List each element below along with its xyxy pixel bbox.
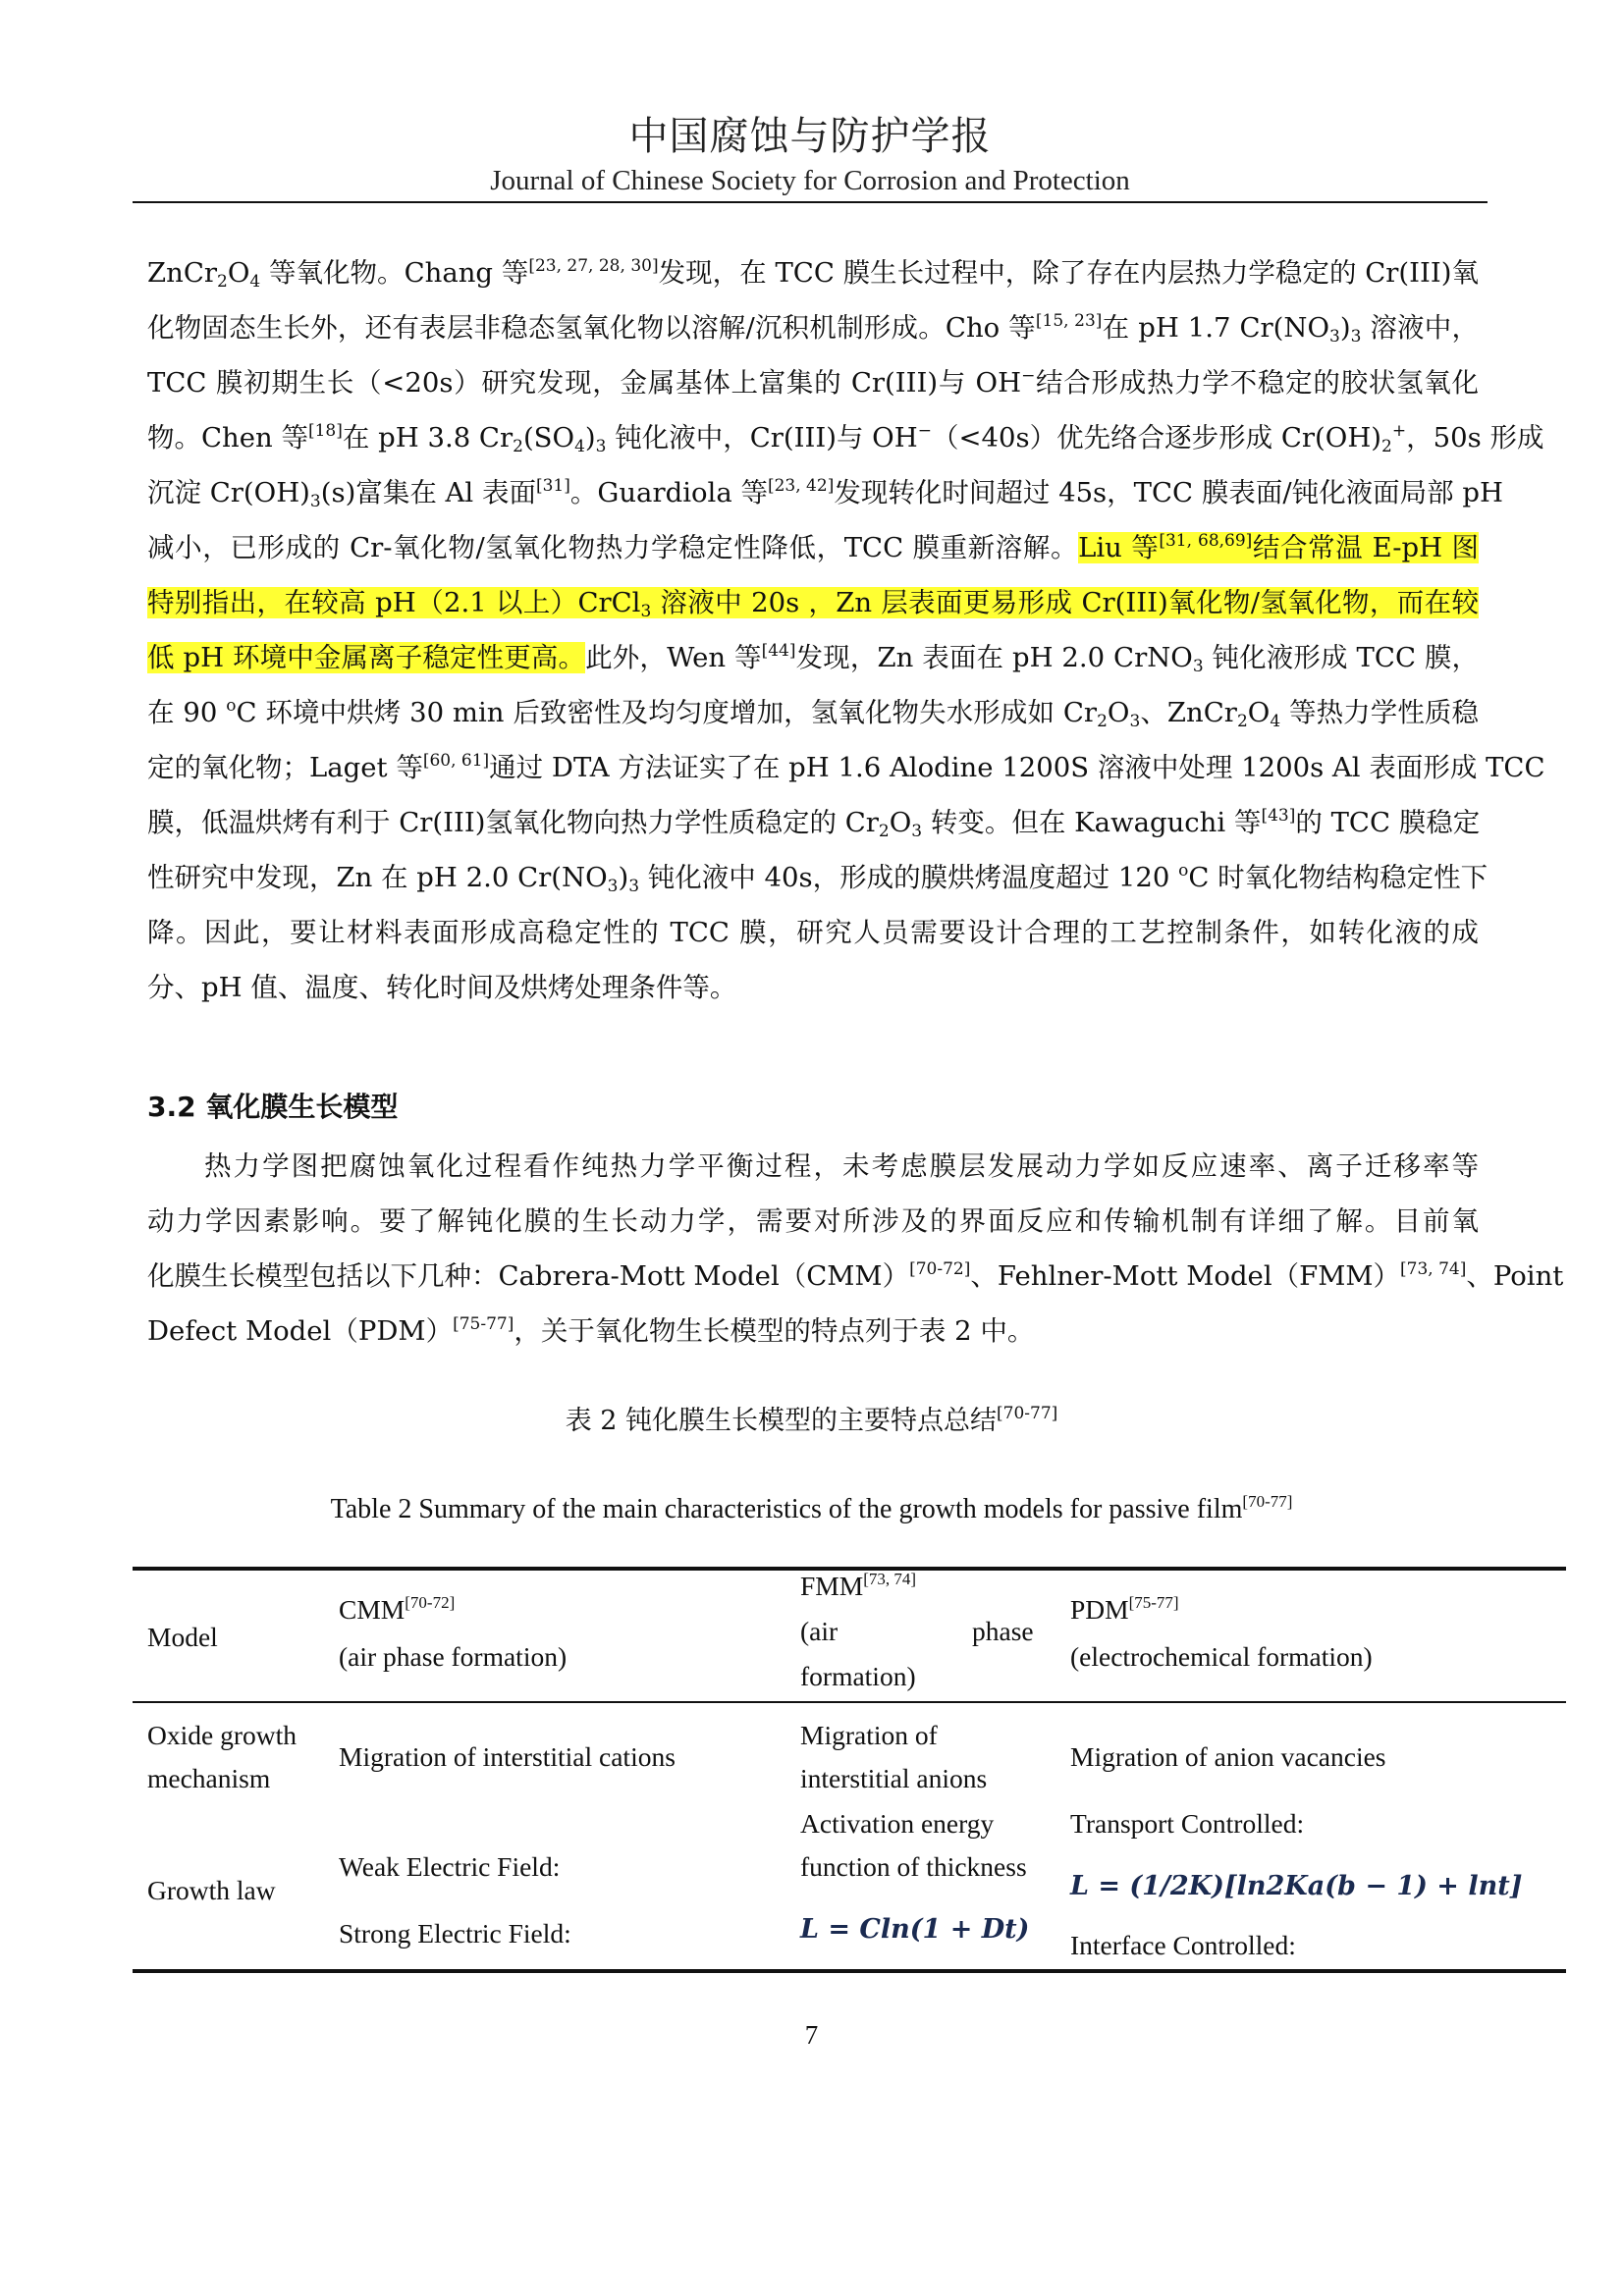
citation: [70-77] xyxy=(1242,1492,1293,1511)
highlighted-text: 特别指出，在较高 pH（2.1 以上）CrCl$_3$ 溶液中 20s ，Zn 层表面更易形成 Cr(III)氧化物/氢氧化物，而在较 xyxy=(147,587,1479,621)
table-row-label: mechanism xyxy=(147,1763,271,1793)
table-header-fmm-sub: (air xyxy=(800,1616,839,1646)
section-heading: 3.2 氧化膜生长模型 xyxy=(147,1091,399,1123)
formula-pdm: L = (1/2K)[ln2Ka(b − 1) + lnt] xyxy=(1070,1871,1523,1901)
text-line: $ZnCr_2O_4$ 等氧化物。Chang 等[23, 27, 28, 30]发现，在 TCC 膜生长过程中，除了存在内层热力学稳定的 Cr(III)氧 xyxy=(147,256,1479,292)
text-line: 定的氧化物；Laget 等[60, 61]通过 DTA 方法证实了在 pH 1.6 Alodine 1200S 溶液中处理 1200s Al 表面形成 TCC xyxy=(147,751,1545,783)
citation: [31, 68,69] xyxy=(1159,531,1253,551)
paragraph-2 xyxy=(147,1139,1564,1359)
citation: [23, 42] xyxy=(767,476,835,496)
paragraph-1 xyxy=(147,245,1545,1015)
citation: [75-77] xyxy=(453,1314,514,1334)
text-line: TCC 膜初期生长（<20s）研究发现，金属基体上富集的 Cr(III)与 OH−结合形成热力学不稳定的胶状氢氧化 xyxy=(147,366,1480,399)
table-header-cmm: CMM[70-72] xyxy=(339,1593,456,1625)
citation: [75-77] xyxy=(1128,1593,1179,1612)
text-line: 减小，已形成的 Cr-氧化物/氢氧化物热力学稳定性降低，TCC 膜重新溶解。Liu 等[31, 68,69]结合常温 E-pH 图 xyxy=(147,531,1479,563)
citation: [70-72] xyxy=(909,1259,971,1279)
text-line: 降。因此，要让材料表面形成高稳定性的 TCC 膜，研究人员需要设计合理的工艺控制条件，如转化液的成 xyxy=(147,917,1479,948)
text-line: 物。Chen 等[18]在 pH 3.8 $Cr_2(SO_4)_3$ 钝化液中，Cr(III)与 OH−（<40s）优先络合逐步形成 $Cr(OH)_2^+$，50s 形成 xyxy=(147,421,1544,456)
journal-title-en: Journal of Chinese Society for Corrosion and Protection xyxy=(490,165,1130,196)
text-line: 化物固态生长外，还有表层非稳态氢氧化物以溶解/沉积机制形成。Cho 等[15, 23]在 pH 1.7 $Cr(NO_3)_3$ 溶液中， xyxy=(147,311,1479,347)
citation: [70-72] xyxy=(405,1593,456,1612)
table-cell: Interface Controlled: xyxy=(1070,1930,1296,1960)
text-line: 分、pH 值、温度、转化时间及烘烤处理条件等。 xyxy=(147,972,737,1003)
table-cell: Transport Controlled: xyxy=(1070,1808,1305,1839)
page-number: 7 xyxy=(804,2020,819,2050)
table-row-label: Growth law xyxy=(147,1875,276,1905)
text-line: 低 pH 环境中金属离子稳定性更高。此外，Wen 等[44]发现，Zn 表面在 pH 2.0 CrNO$_3$ 钝化液形成 TCC 膜， xyxy=(147,641,1479,676)
table-header-cmm-sub: (air phase formation) xyxy=(339,1641,568,1672)
text-line: 动力学因素影响。要了解钝化膜的生长动力学，需要对所涉及的界面反应和传输机制有详细了解。目前氧 xyxy=(147,1205,1479,1237)
table-header-rule xyxy=(133,1701,1566,1703)
citation: [15, 23] xyxy=(1035,311,1103,331)
table-header-fmm: FMM[73, 74] xyxy=(800,1570,917,1601)
table-caption-cn: 表 2 钝化膜生长模型的主要特点总结[70-77] xyxy=(565,1404,1058,1436)
table-bottom-rule xyxy=(133,1969,1566,1973)
table-cell: interstitial anions xyxy=(800,1763,988,1793)
formula-fmm: L = Cln(1 + Dt) xyxy=(800,1914,1030,1945)
highlighted-text: Liu 等[31, 68,69]结合常温 E-pH 图 xyxy=(1078,531,1479,563)
text-line xyxy=(147,575,1479,630)
citation: [44] xyxy=(761,641,796,661)
table-cell: Migration of xyxy=(800,1720,938,1750)
citation: [23, 27, 28, 30] xyxy=(528,256,659,276)
journal-header xyxy=(133,110,1488,198)
highlighted-text: 低 pH 环境中金属离子稳定性更高。 xyxy=(147,642,586,673)
table-cell: Migration of interstitial cations xyxy=(339,1741,676,1772)
text-line: 性研究中发现，Zn 在 pH 2.0 $Cr(NO_3)_3$ 钝化液中 40s，形成的膜烘烤温度超过 120 $^o$C 时氧化物结构稳定性下 xyxy=(147,861,1488,896)
table-cell: Weak Electric Field: xyxy=(339,1851,561,1882)
text-line: 化膜生长模型包括以下几种：Cabrera-Mott Model（CMM）[70-72]、Fehlner-Mott Model（FMM）[73, 74]、Point xyxy=(147,1259,1564,1292)
citation: [73, 74] xyxy=(1400,1259,1467,1279)
table-header-model: Model xyxy=(147,1622,218,1652)
table-cell: function of thickness xyxy=(800,1851,1027,1882)
citation: [31] xyxy=(535,476,570,496)
citation: [60, 61] xyxy=(422,751,490,771)
table-caption-en: Table 2 Summary of the main characteristics of the growth models for passive film[70-77] xyxy=(330,1492,1293,1524)
table-header-pdm-sub: (electrochemical formation) xyxy=(1070,1641,1373,1672)
text-line: 热力学图把腐蚀氧化过程看作纯热力学平衡过程，未考虑膜层发展动力学如反应速率、离子迁移率等 xyxy=(204,1150,1479,1182)
table-header-fmm-sub: formation) xyxy=(800,1661,916,1691)
table-header-pdm: PDM[75-77] xyxy=(1070,1593,1179,1625)
table-cell: Activation energy xyxy=(800,1808,995,1839)
text-line: Defect Model（PDM）[75-77]，关于氧化物生长模型的特点列于表 2 中。 xyxy=(147,1314,1035,1347)
citation: [18] xyxy=(307,421,343,441)
citation: [70-77] xyxy=(997,1404,1058,1423)
text-line: 在 90 $^o$C 环境中烘烤 30 min 后致密性及均匀度增加，氢氧化物失水形成如 $Cr_2O_3$、$ZnCr_2O_4$ 等热力学性质稳 xyxy=(147,696,1479,731)
citation: [43] xyxy=(1261,806,1296,826)
journal-title-cn: 中国腐蚀与防护学报 xyxy=(628,114,992,159)
text-line: 膜，低温烘烤有利于 Cr(III)氢氧化物向热力学性质稳定的 $Cr_2O_3$ 转变。但在 Kawaguchi 等[43]的 TCC 膜稳定 xyxy=(147,806,1481,841)
table-header-fmm-sub: phase xyxy=(972,1616,1034,1646)
table-row-label: Oxide growth xyxy=(147,1720,297,1750)
table-cell: Migration of anion vacancies xyxy=(1070,1741,1386,1772)
citation: [73, 74] xyxy=(863,1570,917,1588)
text-line: 沉淀 $Cr(OH)_3(s)$富集在 Al 表面[31]。Guardiola 等[23, 42]发现转化时间超过 45s，TCC 膜表面/钝化液面局部 pH xyxy=(147,476,1503,511)
table-cell: Strong Electric Field: xyxy=(339,1918,571,1949)
header-rule xyxy=(133,201,1488,203)
